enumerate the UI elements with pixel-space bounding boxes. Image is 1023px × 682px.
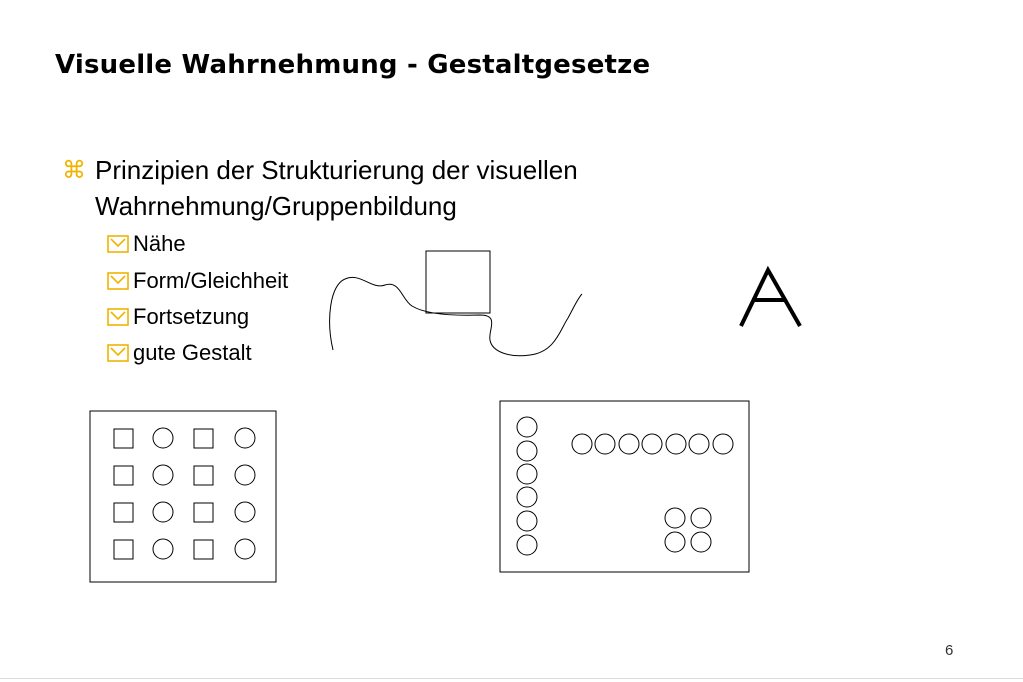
similarity-row [114,428,255,448]
proximity-column [517,417,537,555]
similarity-row [114,502,255,522]
similarity-row [114,465,255,485]
proximity-row [572,434,733,454]
slide-title: Visuelle Wahrnehmung - Gestaltgesetze [55,50,651,80]
continuation-square [426,251,490,313]
proximity-cluster [665,508,711,552]
sub-bullet-label: gute Gestalt [133,340,252,365]
good-gestalt-letter-a [741,270,800,326]
main-bullet-text: Prinzipien der Strukturierung der visuellen Wahrnehmung/Gruppenbildung [95,155,578,221]
proximity-figure [500,401,749,572]
sub-bullet-label: Fortsetzung [133,304,250,329]
continuation-curve [330,277,582,355]
page-number: 6 [945,642,954,659]
footer-divider [0,678,1023,679]
similarity-figure [90,411,276,582]
continuation-figure [330,251,582,356]
sub-bullet-label: Nähe [133,231,186,256]
command-icon: ⌘ [62,157,86,184]
similarity-row [114,539,255,559]
sub-bullet-label: Form/Gleichheit [133,268,289,293]
similarity-frame [90,411,276,582]
